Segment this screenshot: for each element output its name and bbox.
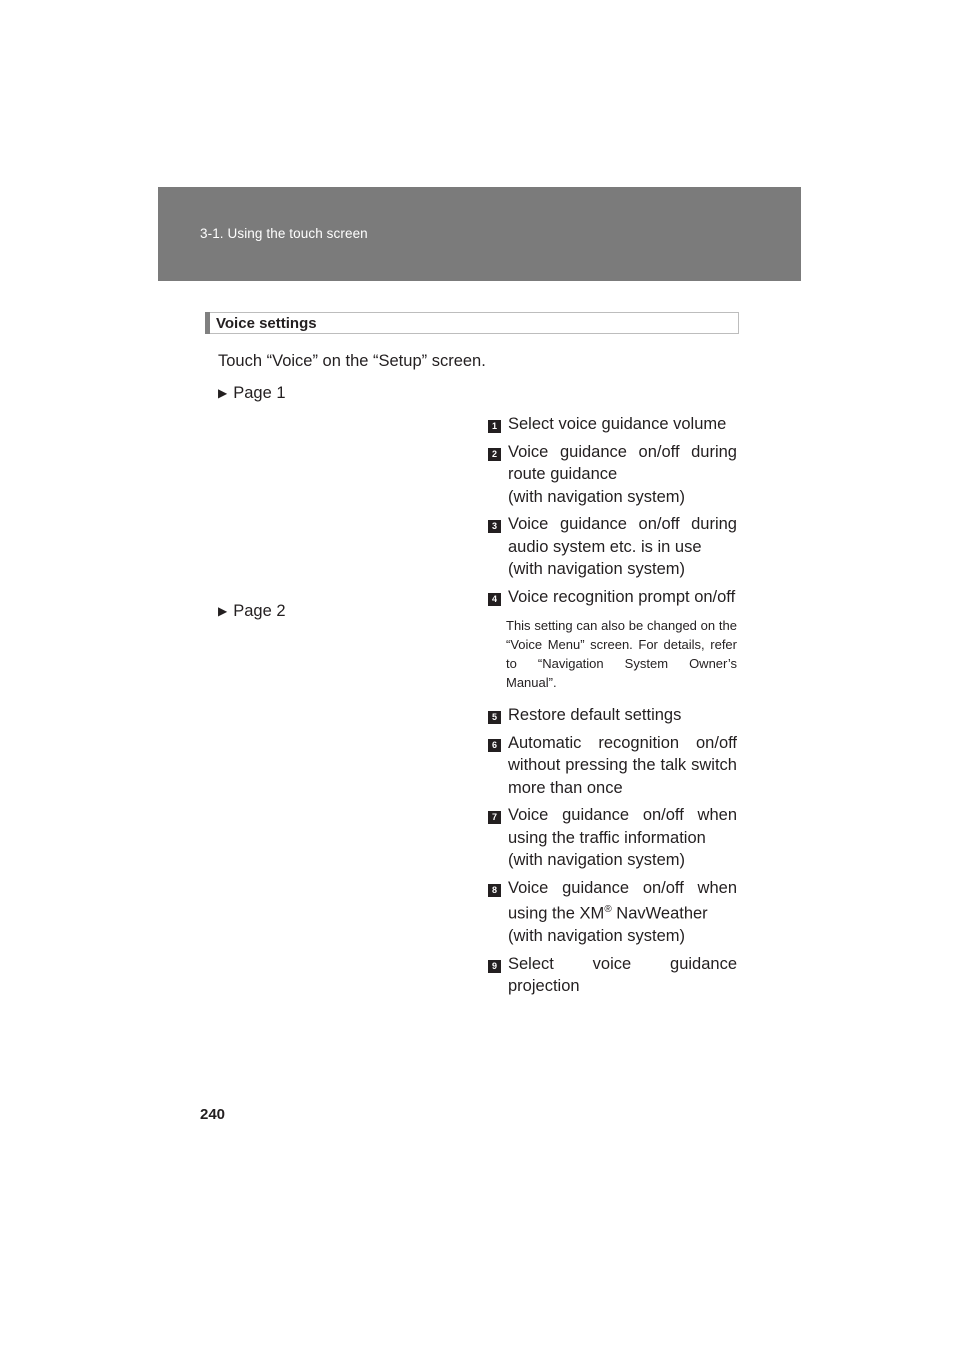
number-badge: 2 — [488, 448, 501, 461]
item-text-part: Voice guidance on/off when using the XM — [508, 878, 737, 923]
item-text: Select voice guidance volume — [508, 415, 727, 433]
item-text: Voice guidance on/off when using the traffic information — [508, 806, 737, 847]
page-1-text: Page 1 — [233, 384, 286, 402]
list-item — [488, 413, 737, 436]
list-item — [488, 586, 737, 609]
item-text: Select voice guidance projection — [508, 954, 737, 995]
number-badge: 3 — [488, 520, 501, 533]
number-badge: 7 — [488, 811, 501, 824]
number-badge: 4 — [488, 593, 501, 606]
item-text — [508, 877, 737, 926]
page-2-label — [218, 602, 286, 621]
settings-list — [488, 413, 737, 1003]
list-item — [488, 704, 737, 727]
list-item — [488, 953, 737, 998]
number-badge: 9 — [488, 960, 501, 973]
number-badge: 8 — [488, 884, 501, 897]
item-subtext: (with navigation system) — [508, 927, 685, 945]
item-subtext: (with navigation system) — [508, 851, 685, 869]
item-text: Automatic recognition on/off without pressing the talk switch more than once — [508, 733, 737, 797]
section-title-bar — [205, 312, 739, 334]
item-text: Restore default settings — [508, 706, 682, 724]
chapter-header-band — [158, 187, 801, 281]
item-subtext: (with navigation system) — [508, 560, 685, 578]
item-subtext: (with navigation system) — [508, 487, 685, 506]
list-item — [488, 732, 737, 800]
number-badge: 1 — [488, 420, 501, 433]
triangle-arrow-icon: ▶ — [218, 604, 228, 618]
page-number: 240 — [200, 1106, 226, 1123]
intro-text: Touch “Voice” on the “Setup” screen. — [218, 352, 486, 370]
number-badge: 6 — [488, 739, 501, 752]
list-item — [488, 441, 737, 509]
item-text: Voice recognition prompt on/off — [508, 587, 736, 606]
item-text-part: NavWeather — [611, 904, 708, 923]
list-item — [488, 804, 737, 872]
page-1-label — [218, 384, 286, 403]
item-text: Voice guidance on/off during audio system etc. is in use — [508, 515, 737, 556]
list-item — [488, 513, 737, 581]
registered-mark: ® — [604, 904, 612, 915]
item-text: Voice guidance on/off during route guidance — [508, 442, 737, 483]
section-label: 3-1. Using the touch screen — [200, 226, 368, 241]
triangle-arrow-icon: ▶ — [218, 386, 228, 400]
section-title: Voice settings — [216, 315, 317, 332]
page-2-text: Page 2 — [233, 602, 286, 620]
number-badge: 5 — [488, 711, 501, 724]
item-note: This setting can also be changed on the “Voice Menu” screen. For details, refer to “Navigation System Owner’s Manual”. — [506, 618, 737, 690]
list-item — [488, 877, 737, 948]
title-accent-bar — [205, 312, 210, 334]
